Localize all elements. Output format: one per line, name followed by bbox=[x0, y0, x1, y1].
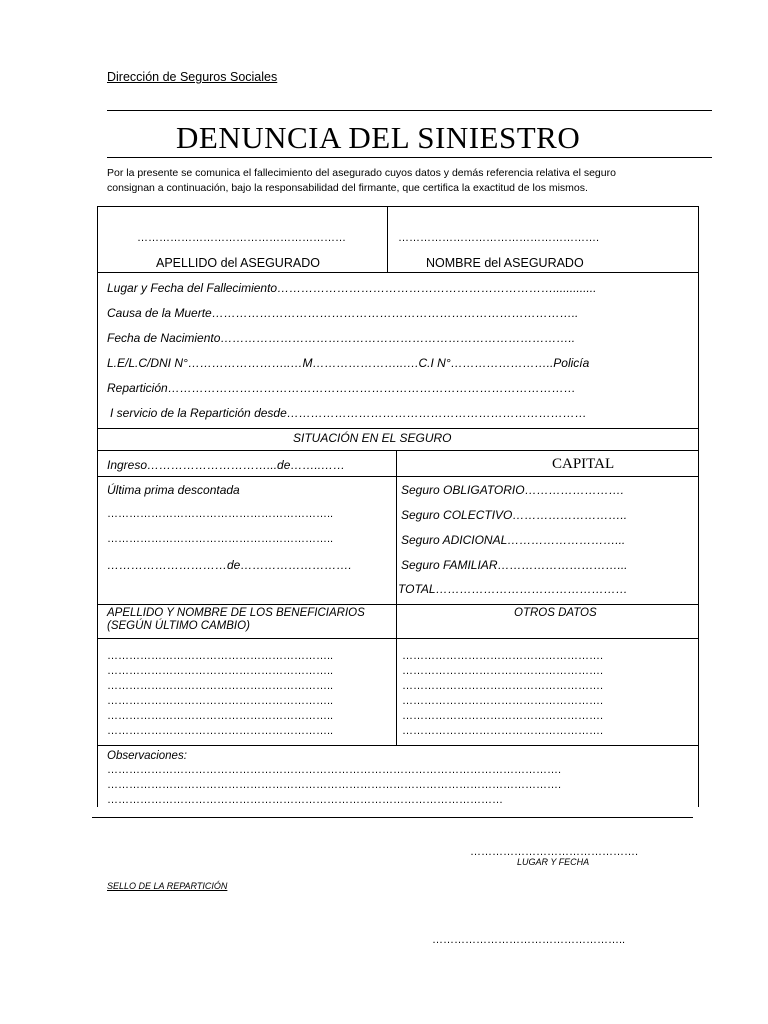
capital-heading: CAPITAL bbox=[552, 456, 615, 472]
nombre-label: NOMBRE del ASEGURADO bbox=[426, 256, 584, 270]
intro-line-2: consignan a continuación, bajo la responsabilidad del firmante, que certifica la exactitud de los mismos. bbox=[107, 182, 588, 194]
page-title: DENUNCIA DEL SINIESTRO bbox=[176, 120, 581, 155]
fields-bottom-rule bbox=[97, 428, 698, 429]
otros-datos-line[interactable]: ………………………………………………. bbox=[402, 680, 604, 692]
beneficiarios-heading-2: (SEGÚN ÚLTIMO CAMBIO) bbox=[107, 620, 250, 632]
org-name: Dirección de Seguros Sociales bbox=[107, 70, 278, 84]
observaciones-label: Observaciones: bbox=[107, 750, 187, 762]
otros-datos-line[interactable]: ………………………………………………. bbox=[402, 665, 604, 677]
ingreso-rule bbox=[97, 476, 698, 477]
seguro-obligatorio[interactable]: Seguro OBLIGATORIO……………………. bbox=[401, 483, 624, 497]
observaciones-line-1[interactable]: ……………………………………………………………………………………………………………. bbox=[107, 764, 562, 776]
names-bottom-rule bbox=[97, 272, 698, 273]
seguro-colectivo[interactable]: Seguro COLECTIVO……………………….. bbox=[401, 508, 628, 522]
otros-datos-heading: OTROS DATOS bbox=[514, 607, 597, 619]
seguro-familiar[interactable]: Seguro FAMILIAR…………………………... bbox=[401, 558, 628, 572]
field-causa[interactable]: Causa de la Muerte……………………………………………………………………………….. bbox=[107, 306, 579, 320]
situacion-divider bbox=[396, 450, 397, 745]
ultima-prima-label: Última prima descontada bbox=[107, 483, 240, 497]
names-divider bbox=[387, 206, 388, 272]
situacion-bottom-rule bbox=[97, 604, 698, 605]
field-ingreso[interactable]: Ingreso…………………………...de……..…… bbox=[107, 458, 346, 472]
apellido-input[interactable]: ………………………………………………… bbox=[137, 232, 346, 244]
beneficiario-line[interactable]: …………………………………………………….. bbox=[107, 665, 334, 677]
beneficiario-line[interactable]: …………………………………………………….. bbox=[107, 710, 334, 722]
title-rule bbox=[107, 157, 712, 158]
observaciones-line-2[interactable]: ……………………………………………………………………………………………………………. bbox=[107, 779, 562, 791]
lugar-fecha-label: LUGAR Y FECHA bbox=[517, 857, 590, 867]
field-lugar-fecha[interactable]: Lugar y Fecha del Fallecimiento……………………………………………………………............. bbox=[107, 281, 597, 295]
apellido-label: APELLIDO del ASEGURADO bbox=[156, 256, 320, 270]
situacion-rule bbox=[97, 450, 698, 451]
otros-datos-line[interactable]: ………………………………………………. bbox=[402, 650, 604, 662]
prima-dots-1[interactable]: …………………………………………………….. bbox=[107, 508, 334, 520]
field-servicio[interactable]: I servicio de la Repartición desde………………………………………………………………… bbox=[110, 406, 587, 420]
prima-fecha[interactable]: …………………………de………………………. bbox=[107, 558, 352, 572]
intro-line-1: Por la presente se comunica el fallecimiento del asegurado cuyos datos y demás referencia relativa el seguro bbox=[107, 167, 616, 179]
lugar-fecha-input[interactable]: ………………………………………. bbox=[470, 846, 639, 858]
header-rule bbox=[107, 110, 712, 111]
beneficiario-line[interactable]: …………………………………………………….. bbox=[107, 695, 334, 707]
beneficiario-line[interactable]: …………………………………………………….. bbox=[107, 680, 334, 692]
firma-input[interactable]: …………………………………………….. bbox=[432, 934, 626, 946]
observaciones-line-3[interactable]: ……………………………………………………………………………………………… bbox=[107, 794, 503, 806]
seguro-adicional[interactable]: Seguro ADICIONAL………………………... bbox=[401, 533, 626, 547]
otros-datos-line[interactable]: ………………………………………………. bbox=[402, 725, 604, 737]
beneficiarios-bottom-rule bbox=[97, 745, 698, 746]
beneficiario-line[interactable]: …………………………………………………….. bbox=[107, 650, 334, 662]
otros-datos-line[interactable]: ………………………………………………. bbox=[402, 710, 604, 722]
seguro-total[interactable]: TOTAL………………………………………… bbox=[398, 582, 628, 596]
sello-label: SELLO DE LA REPARTICIÓN bbox=[107, 881, 228, 891]
form-bottom-rule bbox=[92, 817, 693, 818]
otros-datos-line[interactable]: ………………………………………………. bbox=[402, 695, 604, 707]
field-nacimiento[interactable]: Fecha de Nacimiento…………………………………………………………………………….. bbox=[107, 331, 576, 345]
beneficiario-line[interactable]: …………………………………………………….. bbox=[107, 725, 334, 737]
field-documento[interactable]: L.E/L.C/DNI N°……………………..…M…………………..….C.I N°……………………..Policía bbox=[107, 356, 590, 370]
beneficiarios-head-rule bbox=[97, 638, 698, 639]
prima-dots-2[interactable]: …………………………………………………….. bbox=[107, 533, 334, 545]
field-reparticion[interactable]: Repartición………………………………………………………………………………………… bbox=[107, 381, 576, 395]
beneficiarios-heading-1: APELLIDO Y NOMBRE DE LOS BENEFICIARIOS bbox=[107, 607, 365, 619]
situacion-heading: SITUACIÓN EN EL SEGURO bbox=[293, 431, 452, 445]
nombre-input[interactable]: ………………………………………………. bbox=[398, 232, 600, 244]
